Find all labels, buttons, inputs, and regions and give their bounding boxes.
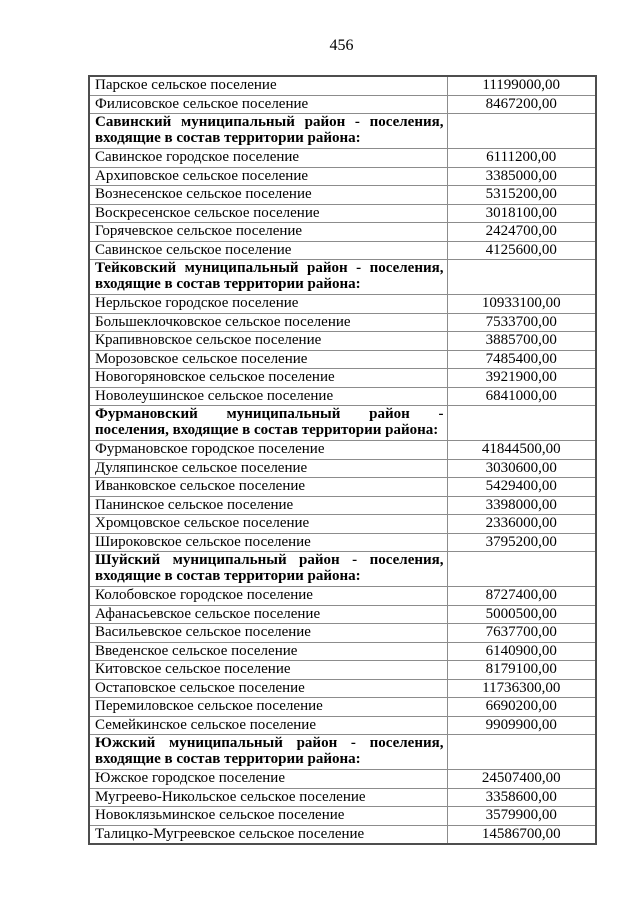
settlement-name-cell: Фурмановское городское поселение xyxy=(89,441,447,460)
table-row xyxy=(89,441,596,460)
table-row xyxy=(89,825,596,844)
amount-cell: 5429400,00 xyxy=(447,478,596,497)
district-header-line1: Фурмановский муниципальный район - xyxy=(95,406,444,422)
district-header-line2: входящие в состав территории района: xyxy=(95,129,361,146)
settlement-name-cell: Колобовское городское поселение xyxy=(89,587,447,606)
settlement-name-cell: Архиповское сельское поселение xyxy=(89,167,447,186)
settlement-name-cell: Широковское сельское поселение xyxy=(89,533,447,552)
table-row xyxy=(89,149,596,168)
table-row xyxy=(89,459,596,478)
settlement-name-cell: Нерльское городское поселение xyxy=(89,295,447,314)
amount-cell: 3030600,00 xyxy=(447,459,596,478)
settlement-name-cell: Южское городское поселение xyxy=(89,770,447,789)
amount-cell: 4125600,00 xyxy=(447,241,596,260)
settlement-name-cell: Панинское сельское поселение xyxy=(89,496,447,515)
amount-cell: 9909900,00 xyxy=(447,716,596,735)
table-row xyxy=(89,241,596,260)
district-header-line1: Тейковский муниципальный район - поселения, xyxy=(95,260,444,276)
amount-cell-empty xyxy=(447,260,596,295)
table-row xyxy=(89,478,596,497)
table-row xyxy=(89,587,596,606)
settlement-name-cell: Остаповское сельское поселение xyxy=(89,679,447,698)
table-row xyxy=(89,350,596,369)
settlement-name-cell: Введенское сельское поселение xyxy=(89,642,447,661)
amount-cell: 5000500,00 xyxy=(447,605,596,624)
settlement-name-cell: Новогоряновское сельское поселение xyxy=(89,369,447,388)
amount-cell-empty xyxy=(447,406,596,441)
settlement-name-cell: Савинское городское поселение xyxy=(89,149,447,168)
amount-cell: 41844500,00 xyxy=(447,441,596,460)
table-row xyxy=(89,496,596,515)
district-header-cell xyxy=(89,552,447,587)
table-row xyxy=(89,770,596,789)
table-row xyxy=(89,698,596,717)
settlement-name-cell: Китовское сельское поселение xyxy=(89,661,447,680)
settlement-name-cell: Филисовское сельское поселение xyxy=(89,95,447,114)
settlement-name-cell: Крапивновское сельское поселение xyxy=(89,332,447,351)
table-row xyxy=(89,95,596,114)
table-row xyxy=(89,387,596,406)
amount-cell: 6111200,00 xyxy=(447,149,596,168)
table-row xyxy=(89,661,596,680)
amount-cell: 11199000,00 xyxy=(447,76,596,95)
settlement-name-cell: Мугреево-Никольское сельское поселение xyxy=(89,788,447,807)
table-row xyxy=(89,332,596,351)
settlement-name-cell: Воскресенское сельское поселение xyxy=(89,204,447,223)
table-row xyxy=(89,186,596,205)
table-row xyxy=(89,533,596,552)
settlement-name-cell: Парское сельское поселение xyxy=(89,76,447,95)
table-row xyxy=(89,807,596,826)
amount-cell: 6140900,00 xyxy=(447,642,596,661)
section-header-row xyxy=(89,735,596,770)
settlement-name-cell: Вознесенское сельское поселение xyxy=(89,186,447,205)
settlement-name-cell: Семейкинское сельское поселение xyxy=(89,716,447,735)
settlement-name-cell: Большеклочковское сельское поселение xyxy=(89,313,447,332)
settlement-name-cell: Иванковское сельское поселение xyxy=(89,478,447,497)
settlement-name-cell: Морозовское сельское поселение xyxy=(89,350,447,369)
table-row xyxy=(89,76,596,95)
amount-cell-empty xyxy=(447,552,596,587)
amount-cell: 14586700,00 xyxy=(447,825,596,844)
section-header-row xyxy=(89,406,596,441)
settlement-name-cell: Афанасьевское сельское поселение xyxy=(89,605,447,624)
table-row xyxy=(89,204,596,223)
settlement-name-cell: Новолеушинское сельское поселение xyxy=(89,387,447,406)
amount-cell: 11736300,00 xyxy=(447,679,596,698)
amount-cell: 8727400,00 xyxy=(447,587,596,606)
amount-cell: 3398000,00 xyxy=(447,496,596,515)
district-header-line2: поселения, входящие в состав территории района: xyxy=(95,421,439,438)
table-row xyxy=(89,295,596,314)
section-header-row xyxy=(89,114,596,149)
amount-cell: 3579900,00 xyxy=(447,807,596,826)
amount-cell: 3358600,00 xyxy=(447,788,596,807)
amount-cell: 7533700,00 xyxy=(447,313,596,332)
district-header-cell xyxy=(89,260,447,295)
settlement-name-cell: Горячевское сельское поселение xyxy=(89,223,447,242)
amount-cell: 8467200,00 xyxy=(447,95,596,114)
table-row xyxy=(89,788,596,807)
settlement-name-cell: Талицко-Мугреевское сельское поселение xyxy=(89,825,447,844)
amount-cell: 6841000,00 xyxy=(447,387,596,406)
table-row xyxy=(89,515,596,534)
amount-cell: 3795200,00 xyxy=(447,533,596,552)
table-row xyxy=(89,313,596,332)
section-header-row xyxy=(89,260,596,295)
budget-table-body xyxy=(89,76,596,844)
amount-cell: 6690200,00 xyxy=(447,698,596,717)
amount-cell: 2336000,00 xyxy=(447,515,596,534)
table-row xyxy=(89,642,596,661)
district-header-cell xyxy=(89,114,447,149)
table-row xyxy=(89,716,596,735)
amount-cell: 7485400,00 xyxy=(447,350,596,369)
settlement-name-cell: Хромцовское сельское поселение xyxy=(89,515,447,534)
district-header-line1: Савинский муниципальный район - поселения, xyxy=(95,114,444,130)
settlement-name-cell: Новоклязьминское сельское поселение xyxy=(89,807,447,826)
district-header-line1: Южский муниципальный район - поселения, xyxy=(95,735,444,751)
table-row xyxy=(89,624,596,643)
settlement-name-cell: Перемиловское сельское поселение xyxy=(89,698,447,717)
section-header-row xyxy=(89,552,596,587)
settlement-name-cell: Савинское сельское поселение xyxy=(89,241,447,260)
amount-cell: 2424700,00 xyxy=(447,223,596,242)
settlement-name-cell: Дуляпинское сельское поселение xyxy=(89,459,447,478)
amount-cell-empty xyxy=(447,114,596,149)
amount-cell: 3018100,00 xyxy=(447,204,596,223)
amount-cell-empty xyxy=(447,735,596,770)
budget-table xyxy=(88,75,597,845)
amount-cell: 8179100,00 xyxy=(447,661,596,680)
amount-cell: 7637700,00 xyxy=(447,624,596,643)
district-header-cell xyxy=(89,735,447,770)
amount-cell: 3885700,00 xyxy=(447,332,596,351)
table-row xyxy=(89,167,596,186)
district-header-line2: входящие в состав территории района: xyxy=(95,750,361,767)
amount-cell: 10933100,00 xyxy=(447,295,596,314)
table-row xyxy=(89,369,596,388)
amount-cell: 5315200,00 xyxy=(447,186,596,205)
table-row xyxy=(89,679,596,698)
amount-cell: 3385000,00 xyxy=(447,167,596,186)
amount-cell: 24507400,00 xyxy=(447,770,596,789)
settlement-name-cell: Васильевское сельское поселение xyxy=(89,624,447,643)
district-header-cell xyxy=(89,406,447,441)
table-row xyxy=(89,223,596,242)
table-row xyxy=(89,605,596,624)
amount-cell: 3921900,00 xyxy=(447,369,596,388)
district-header-line1: Шуйский муниципальный район - поселения, xyxy=(95,552,444,568)
district-header-line2: входящие в состав территории района: xyxy=(95,567,361,584)
page-number: 456 xyxy=(329,37,354,54)
district-header-line2: входящие в состав территории района: xyxy=(95,275,361,292)
